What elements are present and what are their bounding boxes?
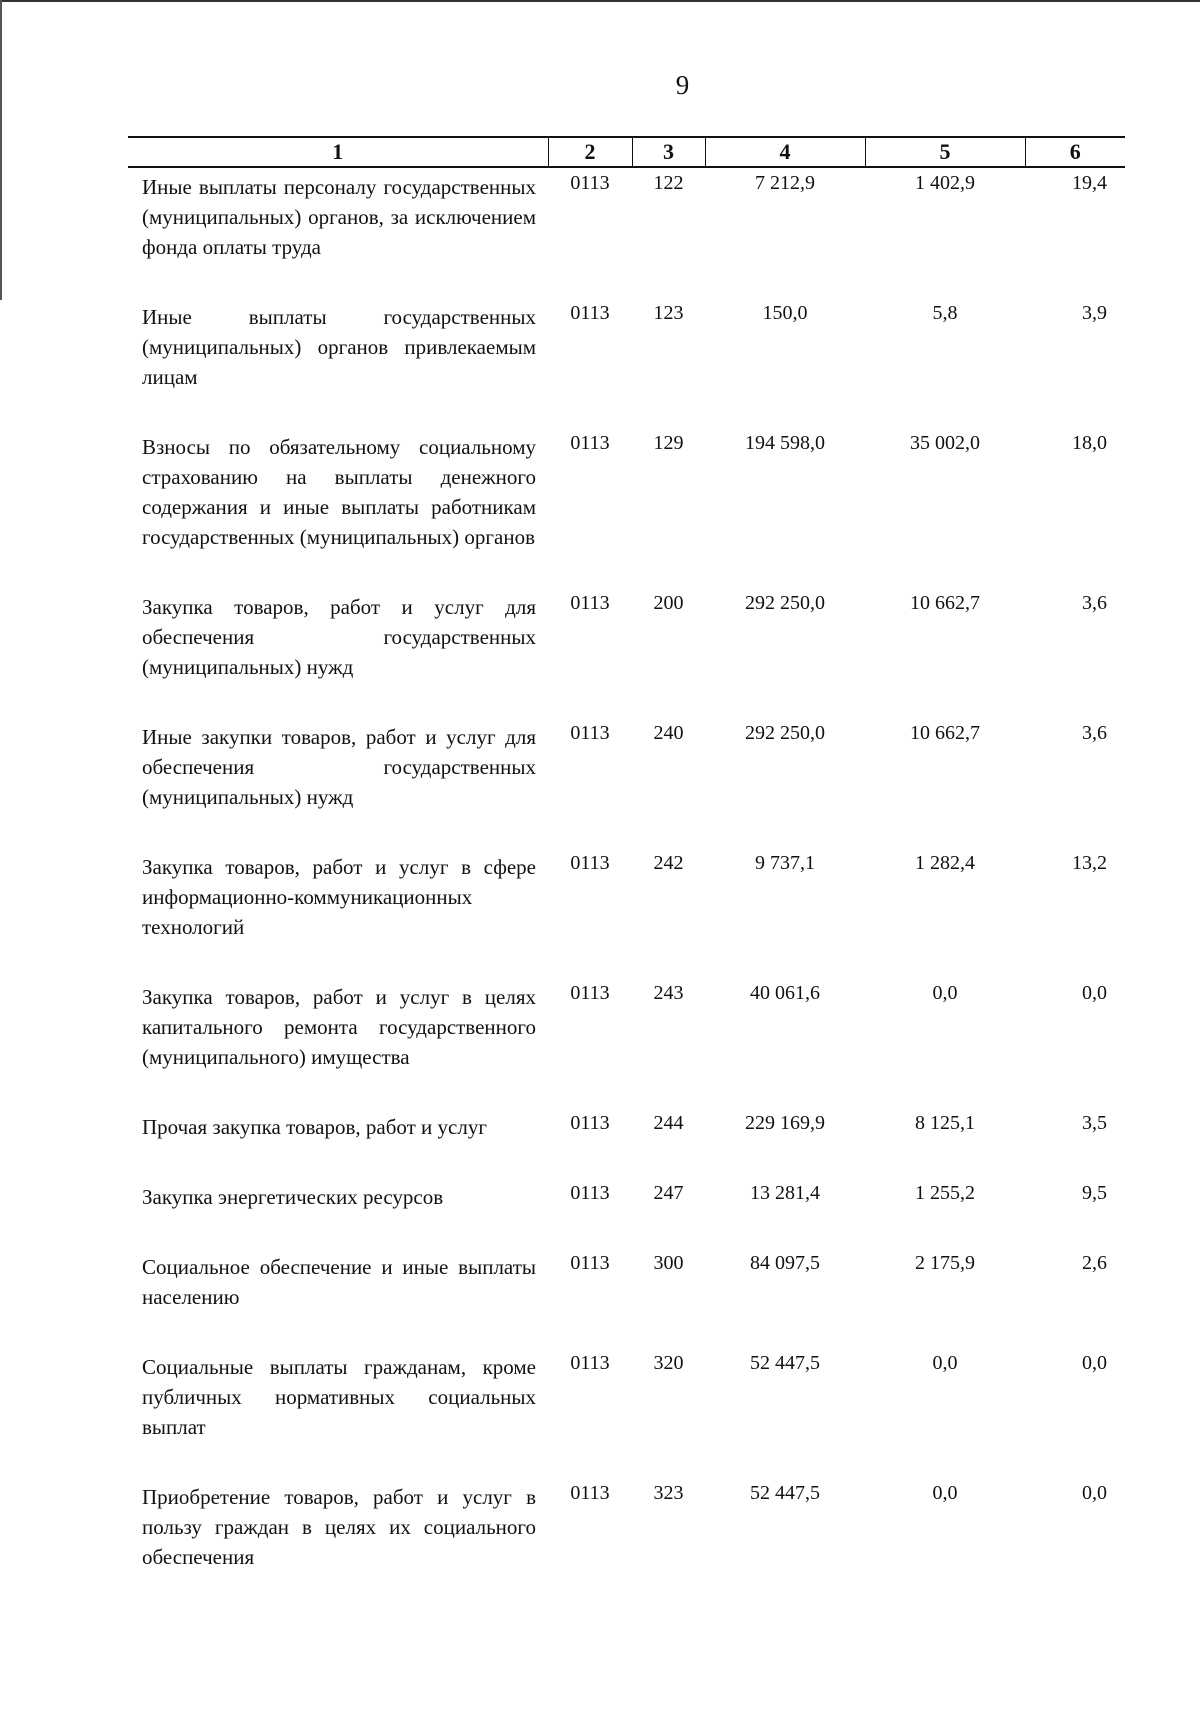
- row-name: Социальное обеспечение и иные выплаты населению: [142, 1255, 536, 1309]
- spacer-cell: [865, 1312, 1025, 1348]
- row-section: 0113: [570, 172, 610, 194]
- row-section: 0113: [570, 1182, 610, 1204]
- row-actual-value: 1 282,4: [915, 852, 975, 874]
- row-percent-value: 0,0: [1082, 1482, 1107, 1504]
- table-row: [128, 718, 1125, 812]
- row-actual-value: 8 125,1: [915, 1112, 975, 1134]
- row-expense-code: 123: [653, 302, 684, 324]
- spacer-cell: [865, 1072, 1025, 1108]
- spacer-cell: [548, 1312, 632, 1348]
- row-name: Иные выплаты персоналу государственных (муниципальных) органов, за исключением фонда оплаты труда: [142, 175, 536, 259]
- spacer-cell: [632, 1072, 705, 1108]
- row-name: Социальные выплаты гражданам, кроме публичных нормативных социальных выплат: [142, 1355, 536, 1439]
- row-name: Взносы по обязательному социальному страхованию на выплаты денежного содержания и иные выплаты работникам государственных (муниципальных) органов: [142, 435, 536, 549]
- spacer-cell: [548, 1212, 632, 1248]
- row-actual-value: 0,0: [932, 1352, 958, 1374]
- row-percent-value: 3,9: [1082, 302, 1107, 324]
- table-row: [128, 1178, 1125, 1212]
- row-section: 0113: [570, 982, 610, 1004]
- row-spacer: [128, 682, 1125, 718]
- spacer-cell: [865, 392, 1025, 428]
- row-expense-code: 240: [653, 722, 684, 744]
- spacer-cell: [1025, 552, 1125, 588]
- row-name: Иные выплаты государственных (муниципальных) органов привлекаемым лицам: [142, 305, 536, 389]
- row-actual-value: 35 002,0: [910, 432, 980, 454]
- spacer-cell: [705, 392, 865, 428]
- row-actual-value: 10 662,7: [910, 592, 980, 614]
- table-row: [128, 298, 1125, 392]
- table-row: [128, 1348, 1125, 1442]
- row-actual-value: 10 662,7: [910, 722, 980, 744]
- spacer-cell: [548, 552, 632, 588]
- spacer-cell: [1025, 1072, 1125, 1108]
- row-section: 0113: [570, 592, 610, 614]
- row-percent-value: 2,6: [1082, 1252, 1107, 1274]
- spacer-cell: [548, 1442, 632, 1478]
- row-spacer: [128, 1442, 1125, 1478]
- header-col-1: 1: [128, 137, 548, 167]
- spacer-cell: [1025, 262, 1125, 298]
- row-plan-value: 9 737,1: [755, 852, 815, 874]
- row-plan-value: 40 061,6: [750, 982, 820, 1004]
- row-percent-value: 9,5: [1082, 1182, 1107, 1204]
- table-row: [128, 1478, 1125, 1572]
- spacer-cell: [632, 1142, 705, 1178]
- spacer-cell: [548, 392, 632, 428]
- spacer-cell: [548, 262, 632, 298]
- spacer-cell: [128, 552, 548, 588]
- row-percent-value: 18,0: [1072, 432, 1107, 454]
- spacer-cell: [705, 942, 865, 978]
- row-percent-value: 3,6: [1082, 722, 1107, 744]
- spacer-cell: [632, 1442, 705, 1478]
- row-plan-value: 13 281,4: [750, 1182, 820, 1204]
- spacer-cell: [632, 1212, 705, 1248]
- row-section: 0113: [570, 302, 610, 324]
- spacer-cell: [1025, 942, 1125, 978]
- row-spacer: [128, 1212, 1125, 1248]
- table-row: [128, 428, 1125, 552]
- row-name: Иные закупки товаров, работ и услуг для обеспечения государственных (муниципальных) нужд: [142, 725, 536, 809]
- row-spacer: [128, 1312, 1125, 1348]
- spacer-cell: [632, 262, 705, 298]
- spacer-cell: [865, 1142, 1025, 1178]
- table-body: [128, 167, 1125, 1572]
- spacer-cell: [705, 812, 865, 848]
- row-actual-value: 5,8: [932, 302, 958, 324]
- row-name: Закупка товаров, работ и услуг в сфере информационно-коммуникационных технологий: [142, 855, 536, 939]
- row-name: Закупка энергетических ресурсов: [142, 1185, 444, 1209]
- table-row: [128, 1108, 1125, 1142]
- row-expense-code: 200: [653, 592, 684, 614]
- row-percent-value: 3,6: [1082, 592, 1107, 614]
- row-section: 0113: [570, 1252, 610, 1274]
- spacer-cell: [865, 552, 1025, 588]
- row-percent-value: 3,5: [1082, 1112, 1107, 1134]
- header-row: [128, 137, 1125, 167]
- row-name: Закупка товаров, работ и услуг в целях капитального ремонта государственного (муниципального) имущества: [142, 985, 536, 1069]
- table-row: [128, 978, 1125, 1072]
- row-plan-value: 292 250,0: [745, 592, 825, 614]
- spacer-cell: [705, 1142, 865, 1178]
- row-actual-value: 1 255,2: [915, 1182, 975, 1204]
- page-number: [0, 70, 1200, 101]
- spacer-cell: [548, 1072, 632, 1108]
- row-plan-value: 52 447,5: [750, 1352, 820, 1374]
- spacer-cell: [705, 1212, 865, 1248]
- row-expense-code: 244: [653, 1112, 684, 1134]
- row-plan-value: 84 097,5: [750, 1252, 820, 1274]
- spacer-cell: [548, 812, 632, 848]
- row-expense-code: 242: [653, 852, 684, 874]
- spacer-cell: [705, 682, 865, 718]
- row-actual-value: 0,0: [932, 1482, 958, 1504]
- row-expense-code: 320: [653, 1352, 684, 1374]
- row-spacer: [128, 392, 1125, 428]
- spacer-cell: [128, 942, 548, 978]
- spacer-cell: [705, 1072, 865, 1108]
- row-spacer: [128, 1142, 1125, 1178]
- row-expense-code: 243: [653, 982, 684, 1004]
- table-header: [128, 137, 1125, 167]
- header-col-5: 5: [865, 137, 1025, 167]
- spacer-cell: [1025, 812, 1125, 848]
- row-section: 0113: [570, 852, 610, 874]
- row-actual-value: 0,0: [932, 982, 958, 1004]
- spacer-cell: [1025, 1442, 1125, 1478]
- spacer-cell: [1025, 682, 1125, 718]
- table-row: [128, 167, 1125, 262]
- header-col-2: 2: [548, 137, 632, 167]
- spacer-cell: [705, 552, 865, 588]
- spacer-cell: [865, 1442, 1025, 1478]
- row-spacer: [128, 262, 1125, 298]
- spacer-cell: [128, 1142, 548, 1178]
- row-section: 0113: [570, 1482, 610, 1504]
- row-section: 0113: [570, 432, 610, 454]
- spacer-cell: [705, 1312, 865, 1348]
- row-expense-code: 323: [653, 1482, 684, 1504]
- row-plan-value: 229 169,9: [745, 1112, 825, 1134]
- spacer-cell: [865, 812, 1025, 848]
- spacer-cell: [632, 552, 705, 588]
- row-expense-code: 300: [653, 1252, 684, 1274]
- scan-edge-top: [0, 0, 1200, 2]
- table-row: [128, 1248, 1125, 1312]
- spacer-cell: [1025, 392, 1125, 428]
- row-percent-value: 13,2: [1072, 852, 1107, 874]
- spacer-cell: [632, 682, 705, 718]
- spacer-cell: [1025, 1312, 1125, 1348]
- row-expense-code: 247: [653, 1182, 684, 1204]
- spacer-cell: [548, 942, 632, 978]
- row-expense-code: 129: [653, 432, 684, 454]
- row-name: Закупка товаров, работ и услуг для обеспечения государственных (муниципальных) нужд: [142, 595, 536, 679]
- row-spacer: [128, 552, 1125, 588]
- spacer-cell: [548, 682, 632, 718]
- row-percent-value: 19,4: [1072, 172, 1107, 194]
- spacer-cell: [865, 262, 1025, 298]
- spacer-cell: [632, 812, 705, 848]
- row-section: 0113: [570, 722, 610, 744]
- spacer-cell: [865, 682, 1025, 718]
- spacer-cell: [128, 682, 548, 718]
- row-plan-value: 194 598,0: [745, 432, 825, 454]
- row-spacer: [128, 812, 1125, 848]
- page-number-text: 9: [675, 70, 690, 100]
- spacer-cell: [548, 1142, 632, 1178]
- row-section: 0113: [570, 1352, 610, 1374]
- row-name: Приобретение товаров, работ и услуг в пользу граждан в целях их социального обеспечения: [142, 1485, 536, 1569]
- spacer-cell: [128, 812, 548, 848]
- header-col-4: 4: [705, 137, 865, 167]
- row-plan-value: 292 250,0: [745, 722, 825, 744]
- spacer-cell: [632, 942, 705, 978]
- header-col-6: 6: [1025, 137, 1125, 167]
- spacer-cell: [1025, 1212, 1125, 1248]
- row-percent-value: 0,0: [1082, 1352, 1107, 1374]
- table-row: [128, 588, 1125, 682]
- row-plan-value: 150,0: [762, 302, 808, 324]
- spacer-cell: [865, 942, 1025, 978]
- spacer-cell: [632, 1312, 705, 1348]
- row-spacer: [128, 1072, 1125, 1108]
- table-row: [128, 848, 1125, 942]
- row-actual-value: 1 402,9: [915, 172, 975, 194]
- spacer-cell: [705, 1442, 865, 1478]
- spacer-cell: [705, 262, 865, 298]
- spacer-cell: [128, 1312, 548, 1348]
- row-spacer: [128, 942, 1125, 978]
- header-col-3: 3: [632, 137, 705, 167]
- budget-table: [128, 136, 1125, 1572]
- row-percent-value: 0,0: [1082, 982, 1107, 1004]
- spacer-cell: [128, 1442, 548, 1478]
- row-plan-value: 7 212,9: [755, 172, 815, 194]
- spacer-cell: [865, 1212, 1025, 1248]
- spacer-cell: [128, 1212, 548, 1248]
- spacer-cell: [128, 1072, 548, 1108]
- row-name: Прочая закупка товаров, работ и услуг: [142, 1115, 487, 1139]
- spacer-cell: [632, 392, 705, 428]
- spacer-cell: [128, 262, 548, 298]
- row-plan-value: 52 447,5: [750, 1482, 820, 1504]
- row-expense-code: 122: [653, 172, 684, 194]
- spacer-cell: [1025, 1142, 1125, 1178]
- spacer-cell: [128, 392, 548, 428]
- row-section: 0113: [570, 1112, 610, 1134]
- row-actual-value: 2 175,9: [915, 1252, 975, 1274]
- scan-edge-left: [0, 0, 2, 300]
